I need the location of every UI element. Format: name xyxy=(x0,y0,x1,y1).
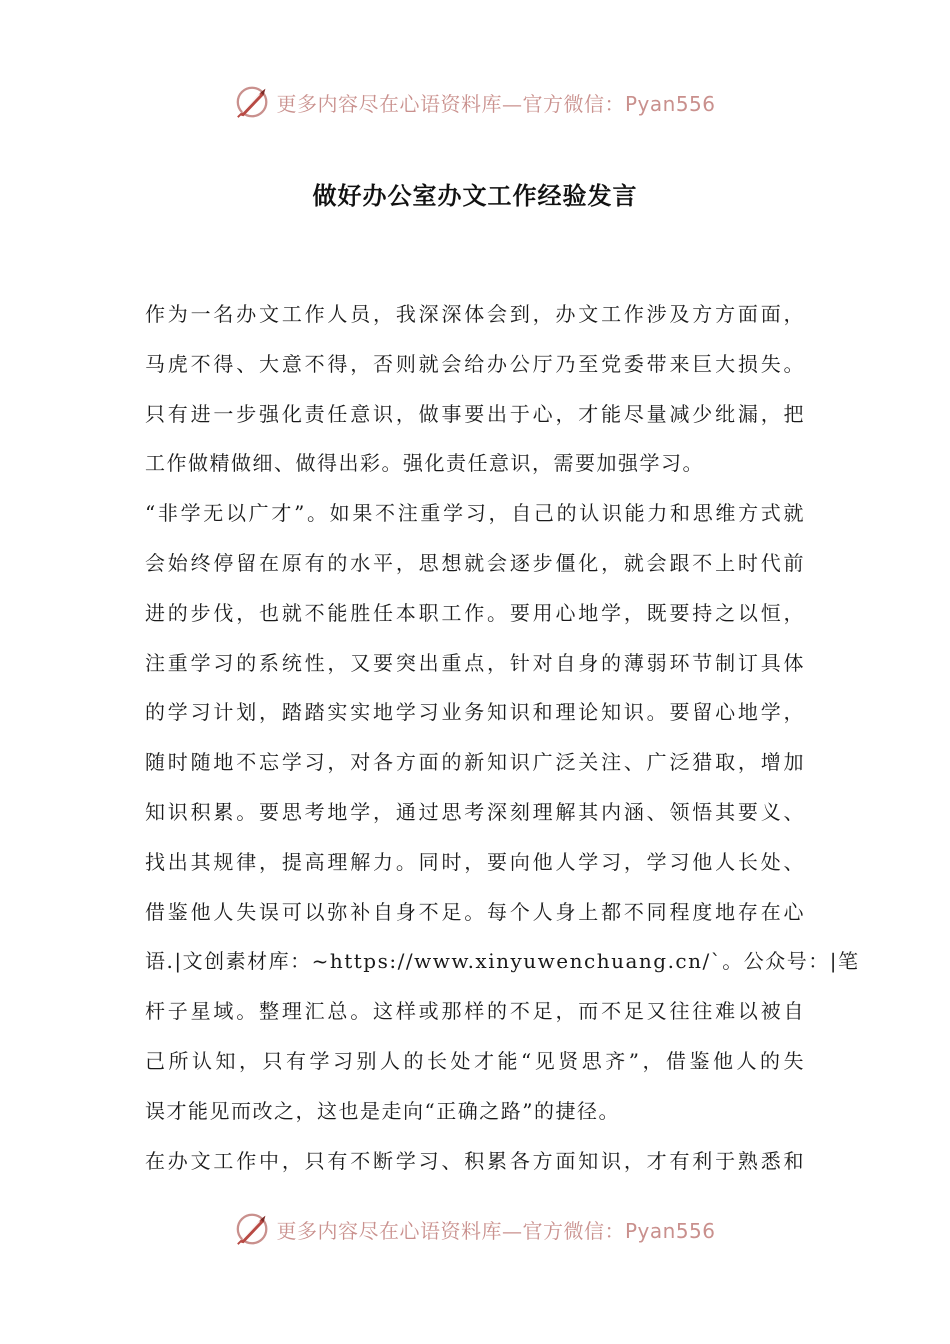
text-line: 马虎不得、大意不得，否则就会给办公厅乃至党委带来巨大损失。 xyxy=(145,351,805,376)
text-line: 借鉴他人失误可以弥补自身不足。每个人身上都不同程度地存在心 xyxy=(145,899,805,924)
wechat-id: Pyan556 xyxy=(624,1218,716,1243)
text-line: “非学无以广才”。如果不注重学习，自己的认识能力和思维方式就 xyxy=(145,501,805,526)
text-line: 误才能见而改之，这也是走向“正确之路”的捷径。 xyxy=(145,1098,620,1123)
text-line: 语.|文创素材库：~https://www.xinyuwenchuang.cn/`。公众号：|笔 xyxy=(145,949,860,974)
text-line: 知识积累。要思考地学，通过思考深刻理解其内涵、领悟其要义、 xyxy=(145,799,805,824)
header-banner xyxy=(0,80,950,124)
text-line: 工作做精做细、做得出彩。强化责任意识，需要加强学习。 xyxy=(145,451,704,476)
document-title: 做好办公室办文工作经验发言 xyxy=(312,181,638,210)
pen-nib-logo-icon xyxy=(234,83,272,121)
wechat-id: Pyan556 xyxy=(624,91,716,116)
text-line: 己所认知，只有学习别人的长处才能“见贤思齐”，借鉴他人的失 xyxy=(145,1048,805,1073)
text-line: 进的步伐，也就不能胜任本职工作。要用心地学，既要持之以恒， xyxy=(145,600,805,625)
banner-text: 更多内容尽在心语资料库—官方微信：Pyan556 xyxy=(276,1218,716,1243)
text-line: 的学习计划，踏踏实实地学习业务知识和理论知识。要留心地学， xyxy=(145,700,805,725)
text-line: 在办文工作中，只有不断学习、积累各方面知识，才有利于熟悉和 xyxy=(145,1148,805,1173)
text-line: 作为一名办文工作人员，我深深体会到，办文工作涉及方方面面， xyxy=(145,302,805,326)
banner-text: 更多内容尽在心语资料库—官方微信：Pyan556 xyxy=(276,91,716,116)
footer-banner xyxy=(0,1207,950,1251)
pen-nib-logo-icon xyxy=(234,1210,272,1248)
text-line: 随时随地不忘学习，对各方面的新知识广泛关注、广泛猎取，增加 xyxy=(145,750,805,775)
text-line: 会始终停留在原有的水平，思想就会逐步僵化，就会跟不上时代前 xyxy=(145,550,805,575)
text-line: 只有进一步强化责任意识，做事要出于心，才能尽量减少纰漏，把 xyxy=(145,401,805,426)
text-line: 注重学习的系统性，又要突出重点，针对自身的薄弱环节制订具体 xyxy=(145,650,805,675)
text-line: 找出其规律，提高理解力。同时，要向他人学习，学习他人长处、 xyxy=(145,849,805,874)
text-line: 杆子星域。整理汇总。这样或那样的不足，而不足又往往难以被自 xyxy=(145,999,805,1024)
document-body xyxy=(145,290,860,1186)
